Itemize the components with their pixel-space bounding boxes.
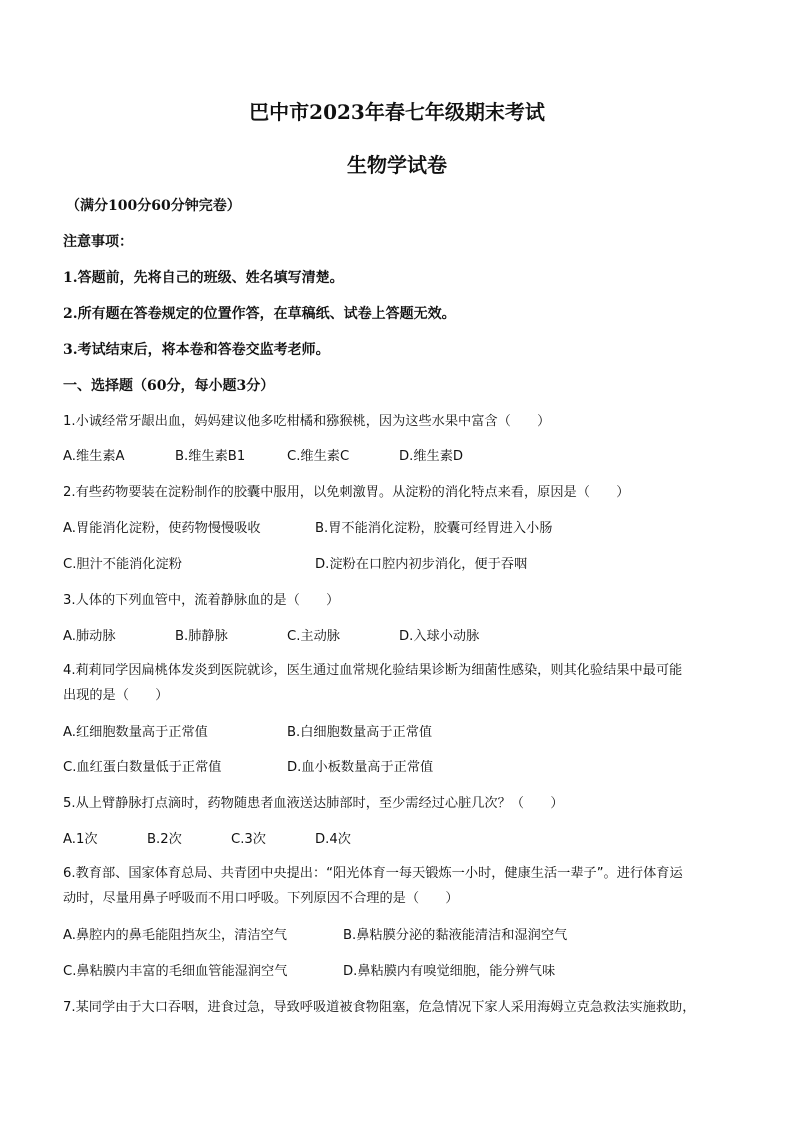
notice-item: 3.考试结束后，将本卷和答卷交监考老师。 [63,342,330,358]
option: C.维生素C [287,449,350,464]
notice-heading: 注意事项： [63,234,133,250]
question-stem: 4.莉莉同学因扁桃体发炎到医院就诊，医生通过血常规化验结果诊断为细菌性感染，则其化验结果中最可能 [63,663,683,678]
option: C.主动脉 [287,629,340,644]
question-stem-continued: 出现的是（ ） [63,688,169,703]
question-stem-continued: 动时，尽量用鼻子呼吸而不用口呼吸。下列原因不合理的是（ ） [63,891,459,906]
score-note: （满分100分60分钟完卷） [66,198,241,214]
option: D.血小板数量高于正常值 [287,760,434,775]
question-stem: 1.小诚经常牙龈出血，妈妈建议他多吃柑橘和猕猴桃，因为这些水果中富含（ ） [63,414,551,429]
question-stem: 6.教育部、国家体育总局、共青团中央提出：“阳光体育一每天锻炼一小时，健康生活一辈子”。进行体育运 [63,866,683,881]
option: D.维生素D [399,449,464,464]
option: D.淀粉在口腔内初步消化，便于吞咽 [315,557,528,572]
option: B.鼻粘膜分泌的黏液能清洁和湿润空气 [343,928,568,943]
notice-item: 2.所有题在答卷规定的位置作答，在草稿纸、试卷上答题无效。 [63,306,456,322]
option: B.维生素B1 [175,449,246,464]
option: B.白细胞数量高于正常值 [287,725,433,740]
option: D.鼻粘膜内有嗅觉细胞，能分辨气味 [343,964,556,979]
option: C.鼻粘膜内丰富的毛细血管能湿润空气 [63,964,288,979]
option: A.肺动脉 [63,629,116,644]
option: B.肺静脉 [175,629,228,644]
question-stem: 3.人体的下列血管中，流着静脉血的是（ ） [63,593,340,608]
option: D.入球小动脉 [399,629,480,644]
option: A.维生素A [63,449,125,464]
question-stem: 7.某同学由于大口吞咽，进食过急，导致呼吸道被食物阻塞，危急情况下家人采用海姆立克急救法实施救助， [63,1000,696,1015]
exam-title: 巴中市2023年春七年级期末考试 [249,100,545,124]
option: C.血红蛋白数量低于正常值 [63,760,222,775]
option: A.胃能消化淀粉，使药物慢慢吸收 [63,521,261,536]
option: D.4次 [315,832,351,847]
option: C.胆汁不能消化淀粉 [63,557,182,572]
option: B.胃不能消化淀粉，胶囊可经胃进入小肠 [315,521,553,536]
section-heading: 一、选择题（60分，每小题3分） [63,378,275,394]
option: C.3次 [231,832,266,847]
question-stem: 5.从上臂静脉打点滴时，药物随患者血液送达肺部时，至少需经过心脏几次？（ ） [63,796,564,811]
option: A.鼻腔内的鼻毛能阻挡灰尘，清洁空气 [63,928,287,943]
exam-subtitle: 生物学试卷 [347,153,447,177]
option: A.红细胞数量高于正常值 [63,725,208,740]
option: A.1次 [63,832,98,847]
notice-item: 1.答题前，先将自己的班级、姓名填写清楚。 [63,270,344,286]
option: B.2次 [147,832,182,847]
question-stem: 2.有些药物要装在淀粉制作的胶囊中服用，以免刺激胃。从淀粉的消化特点来看，原因是（ ） [63,485,630,500]
